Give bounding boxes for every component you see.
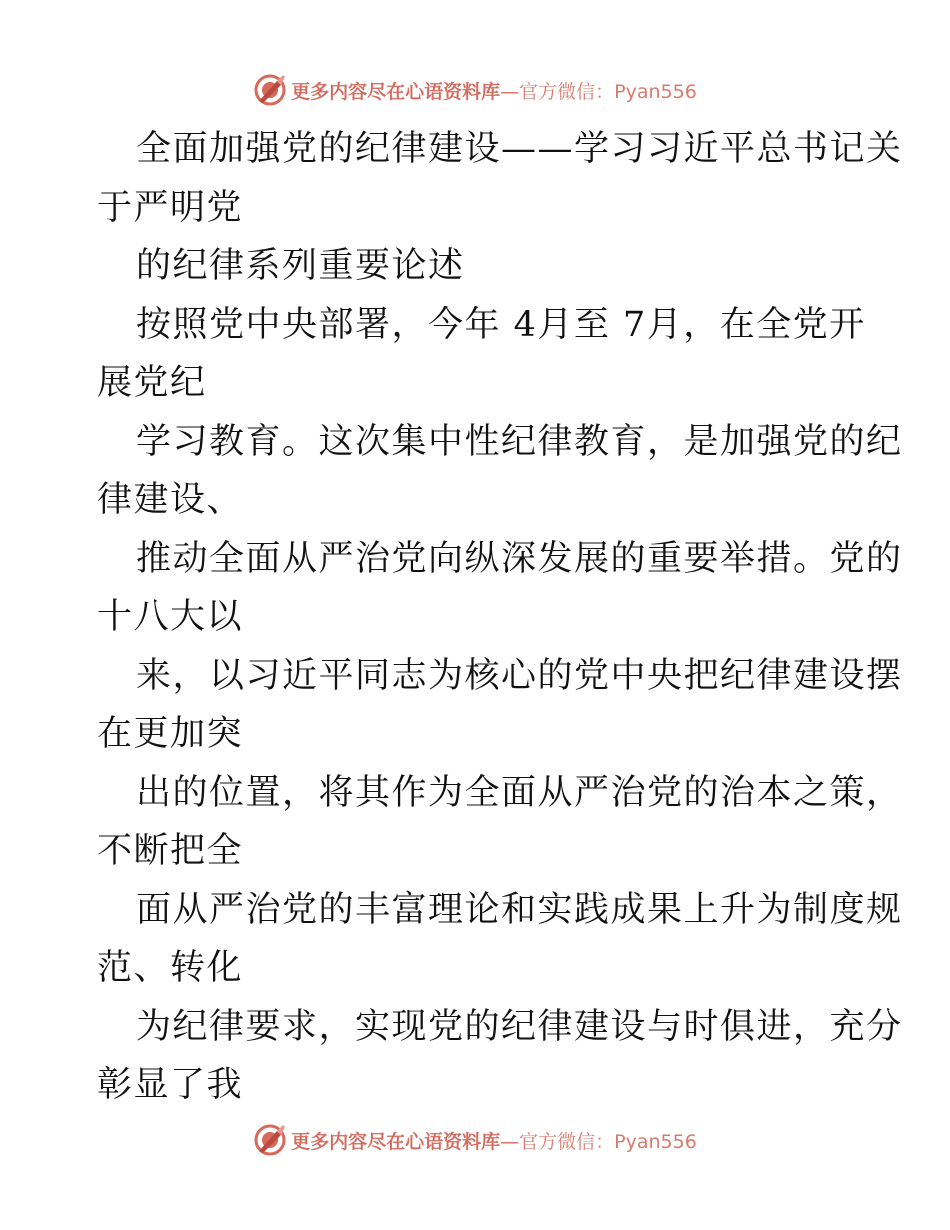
document-line: 学习教育。这次集中性纪律教育，是加强党的纪 <box>136 421 903 462</box>
document-line: 彰显了我 <box>97 1065 244 1105</box>
document-line: 十八大以 <box>97 597 244 637</box>
document-line: 于严明党 <box>97 187 244 228</box>
header-watermark <box>0 72 950 108</box>
document-line: 来，以习近平同志为核心的党中央把纪律建设摆 <box>136 655 903 696</box>
watermark-text <box>291 1127 697 1154</box>
watermark-sub: 官方微信：Pyan556 <box>519 80 697 103</box>
watermark-main: 更多内容尽在心语资料库 <box>291 80 501 103</box>
document-line: 按照党中央部署，今年 4月至 7月，在全党开 <box>136 304 866 345</box>
watermark-dash: — <box>500 1130 520 1153</box>
watermark-main: 更多内容尽在心语资料库 <box>291 1130 501 1153</box>
document-line: 展党纪 <box>97 363 207 403</box>
document-line: 面从严治党的丰富理论和实践成果上升为制度规 <box>136 889 903 930</box>
document-line: 在更加突 <box>97 714 244 754</box>
document-line: 全面加强党的纪律建设——学习习近平总书记关 <box>136 129 903 169</box>
document-line: 律建设、 <box>97 480 244 520</box>
quill-seal-icon <box>253 73 287 107</box>
document-body <box>97 120 903 1115</box>
watermark-dash: — <box>500 80 520 103</box>
watermark-text <box>291 77 697 104</box>
document-line: 的纪律系列重要论述 <box>136 246 465 286</box>
watermark-sub: 官方微信：Pyan556 <box>519 1130 697 1153</box>
quill-seal-icon <box>253 1123 287 1157</box>
document-line: 出的位置，将其作为全面从严治党的治本之策， <box>136 772 903 813</box>
document-line: 不断把全 <box>97 831 244 871</box>
document-line: 范、转化 <box>97 948 244 988</box>
document-line: 为纪律要求，实现党的纪律建设与时俱进，充分 <box>136 1006 903 1047</box>
footer-watermark <box>0 1122 950 1158</box>
document-line: 推动全面从严治党向纵深发展的重要举措。党的 <box>136 538 903 579</box>
